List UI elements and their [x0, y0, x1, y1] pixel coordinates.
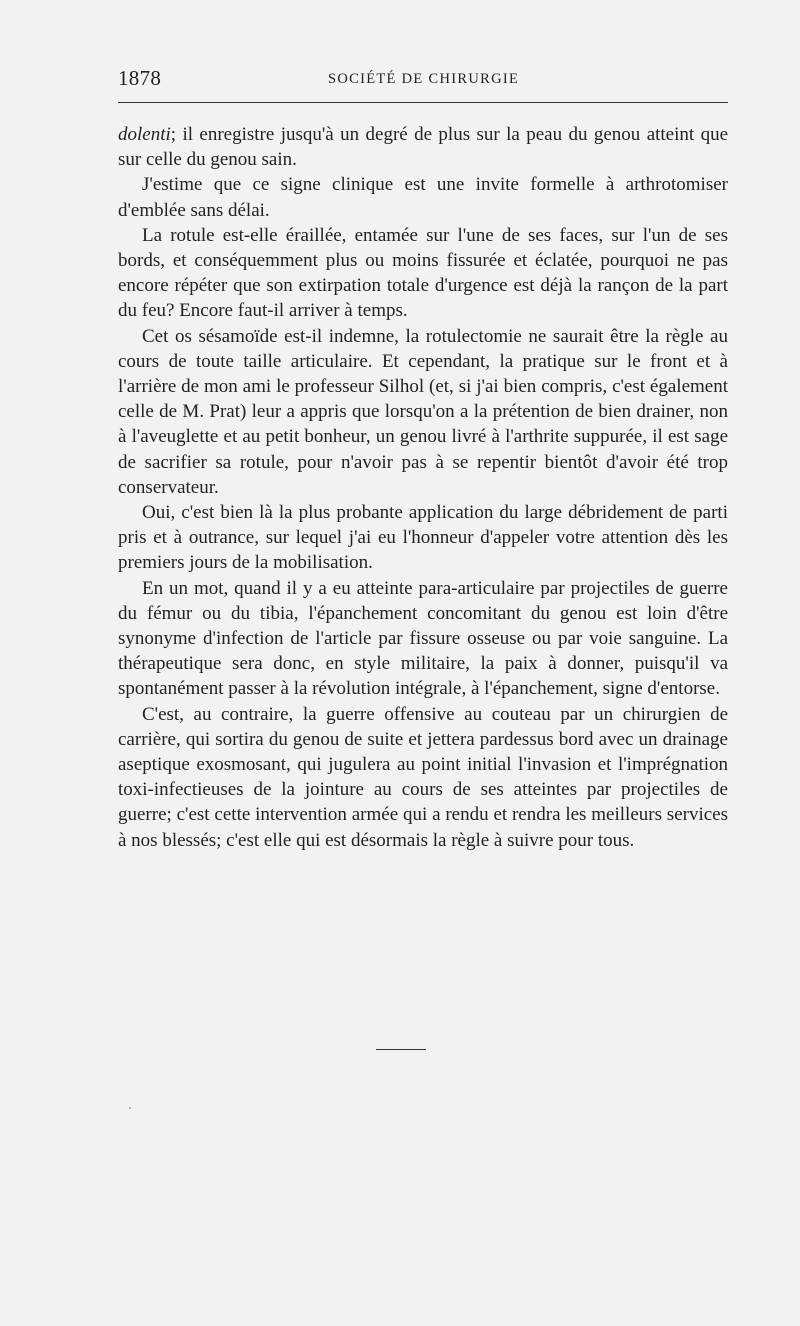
print-speck	[129, 1107, 131, 1109]
paragraph-2: J'estime que ce signe clinique est une invite formelle à arthrotomiser d'emblée sans délai.	[118, 174, 728, 221]
paragraph-6: En un mot, quand il y a eu atteinte para-articulaire par projectiles de guerre du fémur ou du tibia, l'épanchement concomitant du genou est loin d'être synonyme d'infection de l'article par fissure osseuse ou par voie sanguine. La thérapeutique sera donc, en style militaire, la paix à donner, puisqu'il va spontanément passer à la révolution intégrale, à l'épanchement, signe d'entorse.	[118, 577, 728, 700]
paragraph-7: C'est, au contraire, la guerre offensive au couteau par un chirurgien de carrière, qui sortira du genou de suite et jettera pardessus bord avec un drainage aseptique exosmosant, qui jugulera au point initial l'invasion et l'imprégnation toxi-infectieuses de la jointure au cours de ses atteintes par projectiles de guerre; c'est cette intervention armée qui a rendu et rendra les meilleurs services à nos blessés; c'est elle qui est désormais la règle à suivre pour tous.	[118, 703, 728, 851]
paragraph-4: Cet os sésamoïde est-il indemne, la rotulectomie ne saurait être la règle au cours de toute taille articulaire. Et cependant, la pratique sur le front et à l'arrière de mon ami le professeur Silhol (et, si j'ai bien compris, c'est également celle de M. Prat) leur a appris que lorsqu'on a la prétention de bien drainer, non à l'aveuglette et au petit bonheur, un genou livré à l'arthrite suppurée, il est sage de sacrifier sa rotule, pour n'avoir pas à se repentir bientôt d'avoir été trop conservateur.	[118, 325, 728, 498]
page-number: 1878	[118, 66, 162, 90]
paragraph-3: La rotule est-elle éraillée, entamée sur l'une de ses faces, sur l'un de ses bords, et conséquemment plus ou moins fissurée et éclatée, pourquoi ne pas encore répéter que son extirpation totale d'urgence est déjà la rançon de la part du feu? Encore faut-il arriver à temps.	[118, 224, 728, 322]
body-text	[118, 122, 728, 853]
paragraph-1-italic: dolenti	[118, 124, 171, 145]
page-header	[118, 66, 728, 94]
header-rule	[118, 102, 728, 103]
paragraph-1-text: ; il enregistre jusqu'à un degré de plus sur la peau du genou atteint que sur celle du genou sain.	[118, 124, 728, 171]
end-rule	[376, 1049, 426, 1050]
paragraph-1	[118, 122, 728, 172]
running-title: SOCIÉTÉ DE CHIRURGIE	[328, 71, 520, 87]
paragraph-5: Oui, c'est bien là la plus probante application du large débridement de parti pris et à outrance, sur lequel j'ai eu l'honneur d'appeler votre attention dès les premiers jours de la mobilisation.	[118, 502, 728, 574]
